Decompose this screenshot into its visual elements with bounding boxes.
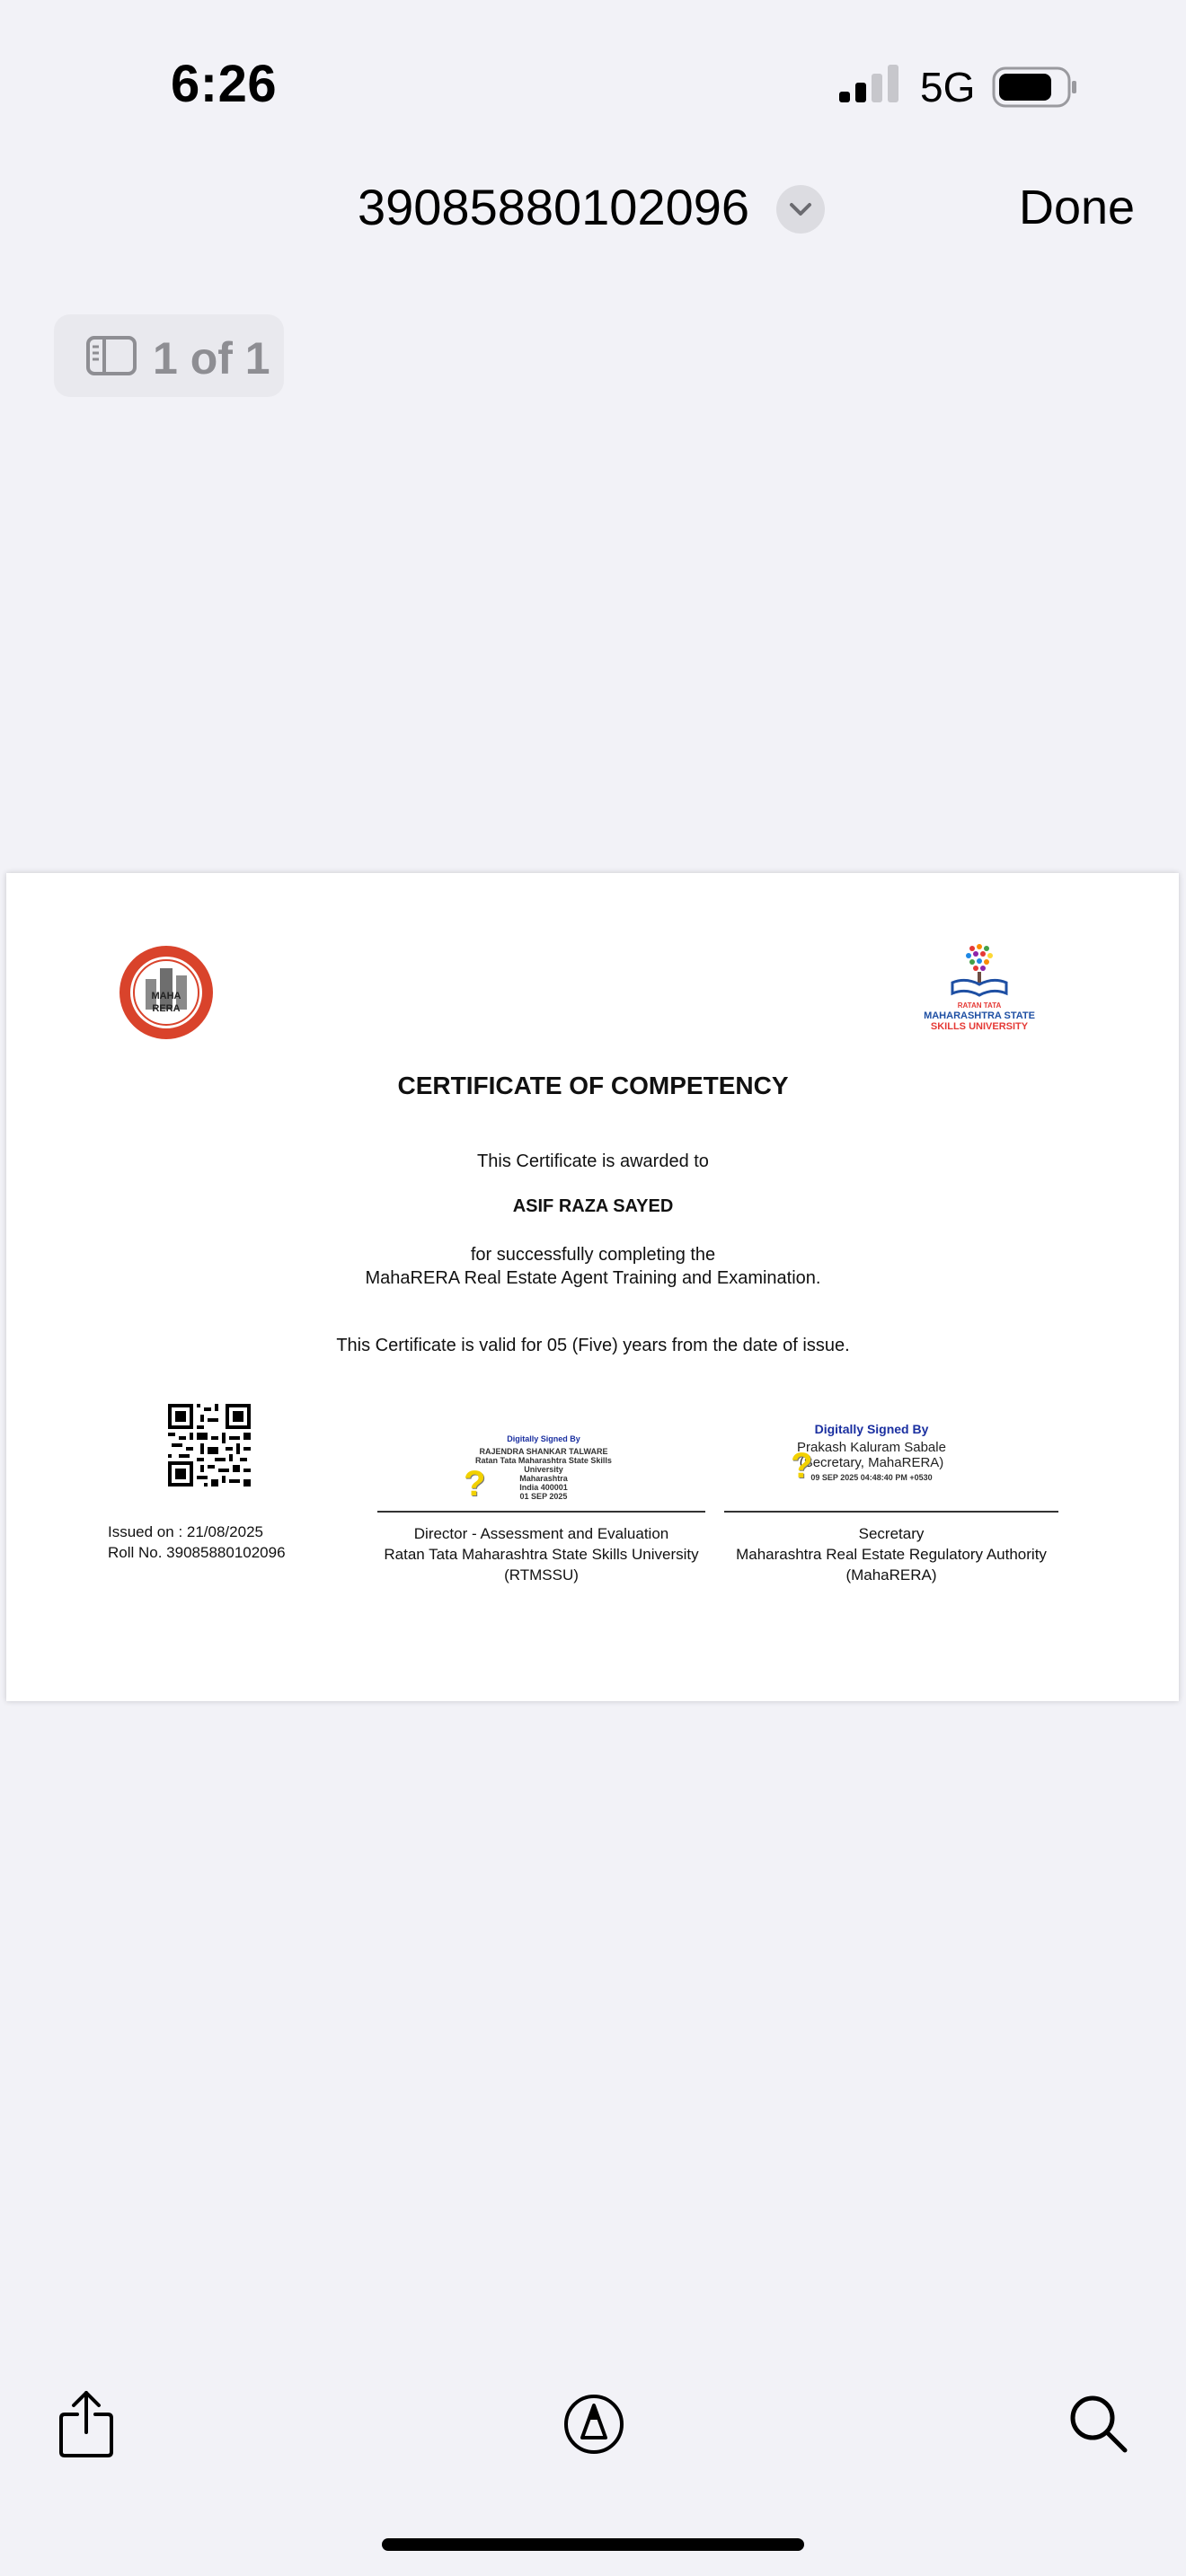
digital-signature-details-2: [737, 1440, 1006, 1470]
role-line: Ratan Tata Maharashtra State Skills University: [384, 1546, 699, 1563]
issued-date: Issued on : 21/08/2025: [108, 1523, 263, 1540]
signer-line: Maharashtra: [519, 1474, 568, 1483]
signer-line: University: [524, 1465, 563, 1474]
digital-signature-label-1: Digitally Signed By: [507, 1434, 580, 1443]
signer-line: 01 SEP 2025: [519, 1492, 568, 1501]
certificate-title: CERTIFICATE OF COMPETENCY: [397, 1072, 789, 1099]
markup-icon[interactable]: [562, 2393, 625, 2456]
done-button[interactable]: Done: [1019, 181, 1136, 234]
digital-signature-label-2: Digitally Signed By: [814, 1422, 929, 1436]
digital-signature-date-2: 09 SEP 2025 04:48:40 PM +0530: [810, 1473, 933, 1482]
status-time: 6:26: [171, 55, 278, 113]
role-line: (RTMSSU): [504, 1566, 579, 1584]
role-line: Secretary: [858, 1525, 925, 1542]
signer-line: Ratan Tata Maharashtra State Skills: [475, 1456, 612, 1465]
signer-line: (Secretary, MahaRERA): [799, 1455, 944, 1470]
recipient-name: ASIF RAZA SAYED: [512, 1196, 674, 1216]
rtmssu-logo-line-1: RATAN TATA: [957, 1001, 1002, 1010]
page-count: 1 of 1: [153, 333, 270, 384]
sidebar-icon: [86, 336, 137, 375]
awarded-line: This Certificate is awarded to: [477, 1151, 709, 1171]
home-indicator[interactable]: [382, 2538, 804, 2551]
rtmssu-logo-line-2: MAHARASHTRA STATE: [924, 1010, 1035, 1021]
program-name: MahaRERA Real Estate Agent Training and Examination.: [365, 1268, 821, 1288]
signer-line: India 400001: [519, 1483, 568, 1492]
validity-statement: This Certificate is valid for 05 (Five) years from the date of issue.: [336, 1336, 850, 1355]
signer-line: Prakash Kaluram Sabale: [797, 1440, 946, 1455]
document-title[interactable]: 39085880102096: [358, 179, 750, 235]
cellular-signal-icon: [839, 65, 898, 110]
maharera-logo: [117, 943, 216, 1042]
signature-unverified-icon: ?: [791, 1446, 813, 1486]
search-icon[interactable]: [1067, 2393, 1128, 2454]
battery-icon: [992, 66, 1078, 108]
page-indicator[interactable]: [54, 314, 284, 397]
roll-number: Roll No. 39085880102096: [108, 1544, 286, 1561]
signatory-role-2: [724, 1523, 1058, 1585]
share-icon[interactable]: [58, 2389, 115, 2457]
rtmssu-logo-line-3: SKILLS UNIVERSITY: [930, 1021, 1029, 1032]
network-type: 5G: [920, 64, 976, 110]
title-menu-button[interactable]: [776, 185, 825, 234]
role-line: (MahaRERA): [845, 1566, 937, 1584]
role-line: Director - Assessment and Evaluation: [413, 1525, 669, 1542]
role-line: Maharashtra Real Estate Regulatory Authority: [736, 1546, 1047, 1563]
maharera-logo-text-bottom: RERA: [152, 1003, 181, 1014]
signer-line: RAJENDRA SHANKAR TALWARE: [479, 1447, 608, 1456]
chevron-down-icon: [776, 185, 825, 234]
signature-line-2: [724, 1511, 1058, 1513]
signature-line-1: [377, 1511, 705, 1513]
signatory-role-1: [377, 1523, 705, 1585]
digital-signature-details-1: [377, 1447, 710, 1501]
qr-code: [168, 1404, 251, 1486]
signature-unverified-icon: ?: [464, 1464, 486, 1504]
rtmssu-logo: [916, 943, 1042, 1042]
maharera-logo-text-top: MAHA: [151, 991, 181, 1001]
completion-line: for successfully completing the: [470, 1245, 716, 1265]
